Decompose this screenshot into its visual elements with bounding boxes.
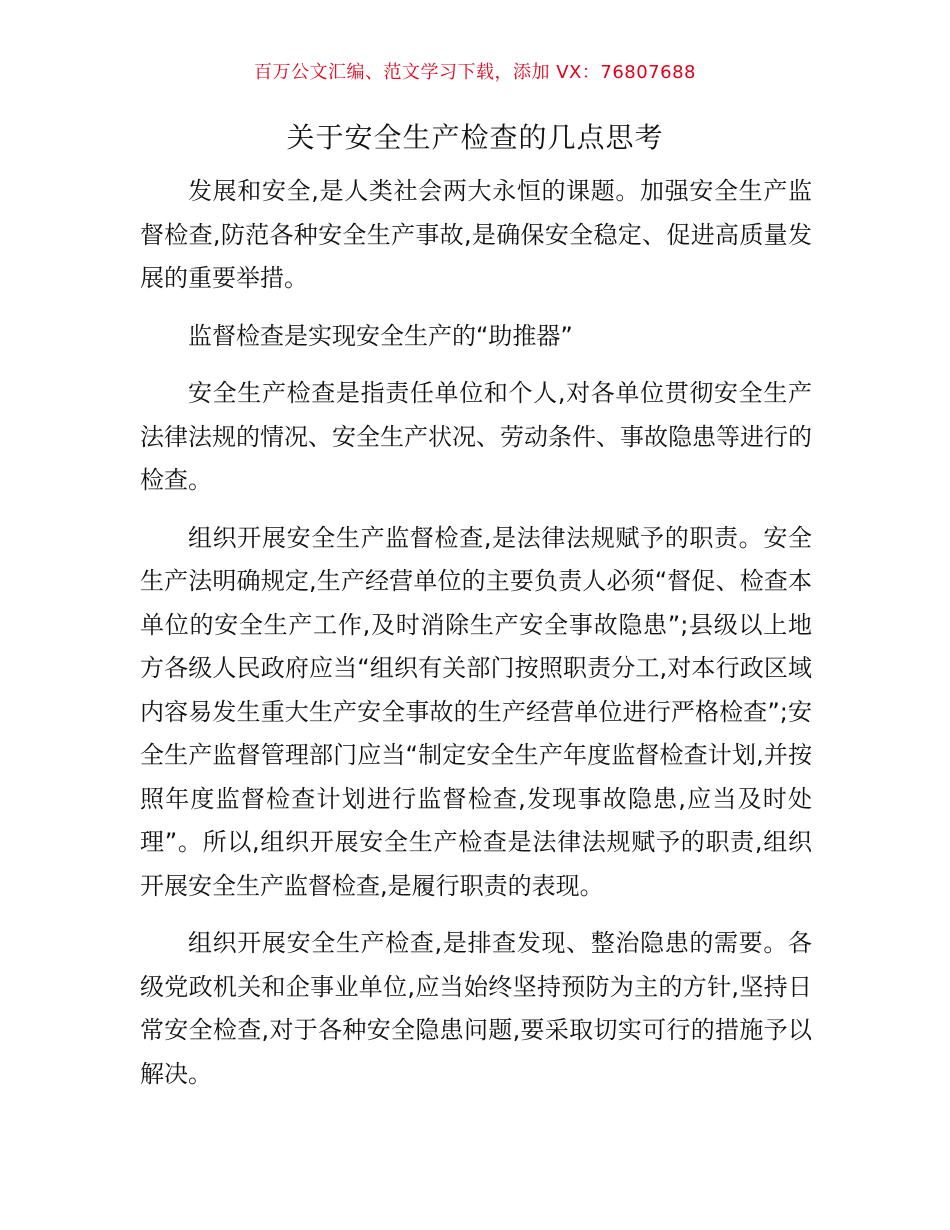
watermark-header: 百万公文汇编、范文学习下载，添加 VX：76807688: [254, 62, 696, 83]
paragraph-hazard-check: 组织开展安全生产检查,是排查发现、整治隐患的需要。各级党政机关和企事业单位,应当始终坚持预防为主的方针,坚持日常安全检查,对于各种安全隐患问题,要采取切实可行的措施予以解决。: [140, 929, 812, 1088]
paragraph-intro: 发展和安全,是人类社会两大永恒的课题。加强安全生产监督检查,防范各种安全生产事故,是确保安全稳定、促进高质量发展的重要举措。: [140, 177, 812, 292]
paragraph-subheading: 监督检查是实现安全生产的“助推器”: [188, 321, 573, 350]
document-title: 关于安全生产检查的几点思考: [286, 121, 664, 154]
document-body: [140, 170, 812, 1110]
paragraph-legal-duty: 组织开展安全生产监督检查,是法律法规赋予的职责。安全生产法明确规定,生产经营单位的主要负责人必须“督促、检查本单位的安全生产工作,及时消除生产安全事故隐患”;县级以上地方各级人民政府应当“组织有关部门按照职责分工,对本行政区域内容易发生重大生产安全事故的生产经营单位进行严格检查”;安全生产监督管理部门应当“制定安全生产年度监督检查计划,并按照年度监督检查计划进行监督检查,发现事故隐患,应当及时处理”。所以,组织开展安全生产检查是法律法规赋予的职责,组织开展安全生产监督检查,是履行职责的表现。: [140, 523, 812, 900]
paragraph-definition: 安全生产检查是指责任单位和个人,对各单位贯彻安全生产法律法规的情况、安全生产状况、劳动条件、事故隐患等进行的检查。: [140, 379, 812, 494]
